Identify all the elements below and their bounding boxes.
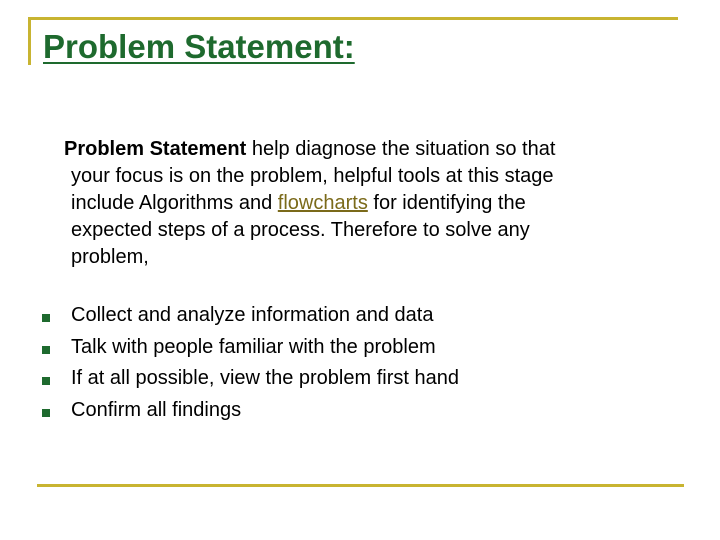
slide-title: Problem Statement:	[43, 28, 355, 65]
intro-line-1	[64, 136, 674, 163]
flowcharts-link[interactable]: flowcharts	[277, 192, 368, 214]
left-border-rule	[28, 17, 31, 65]
intro-line-3-before: include Algorithms and	[71, 192, 278, 214]
intro-bold-term: Problem Statement	[64, 138, 247, 160]
intro-line-1-rest: help diagnose the situation so that	[246, 138, 556, 160]
bullet-text: Talk with people familiar with the problem	[71, 335, 436, 358]
square-bullet-icon	[42, 314, 50, 322]
bullet-text: Collect and analyze information and data	[71, 304, 434, 326]
bullet-text: If at all possible, view the problem first hand	[71, 367, 459, 389]
intro-line-4: expected steps of a process. Therefore to solve any	[71, 219, 530, 241]
intro-line-5: problem,	[71, 246, 149, 268]
intro-line-3	[64, 190, 674, 217]
top-border-rule	[28, 17, 678, 20]
square-bullet-icon	[42, 377, 50, 385]
intro-line-3-after: for identifying the	[367, 192, 526, 214]
square-bullet-icon	[42, 409, 50, 417]
bullet-text: Confirm all findings	[71, 398, 242, 421]
bottom-border-rule	[37, 484, 684, 487]
intro-line-2: your focus is on the problem, helpful tools at this stage	[71, 165, 554, 187]
square-bullet-icon	[42, 346, 50, 354]
intro-paragraph	[64, 136, 674, 271]
